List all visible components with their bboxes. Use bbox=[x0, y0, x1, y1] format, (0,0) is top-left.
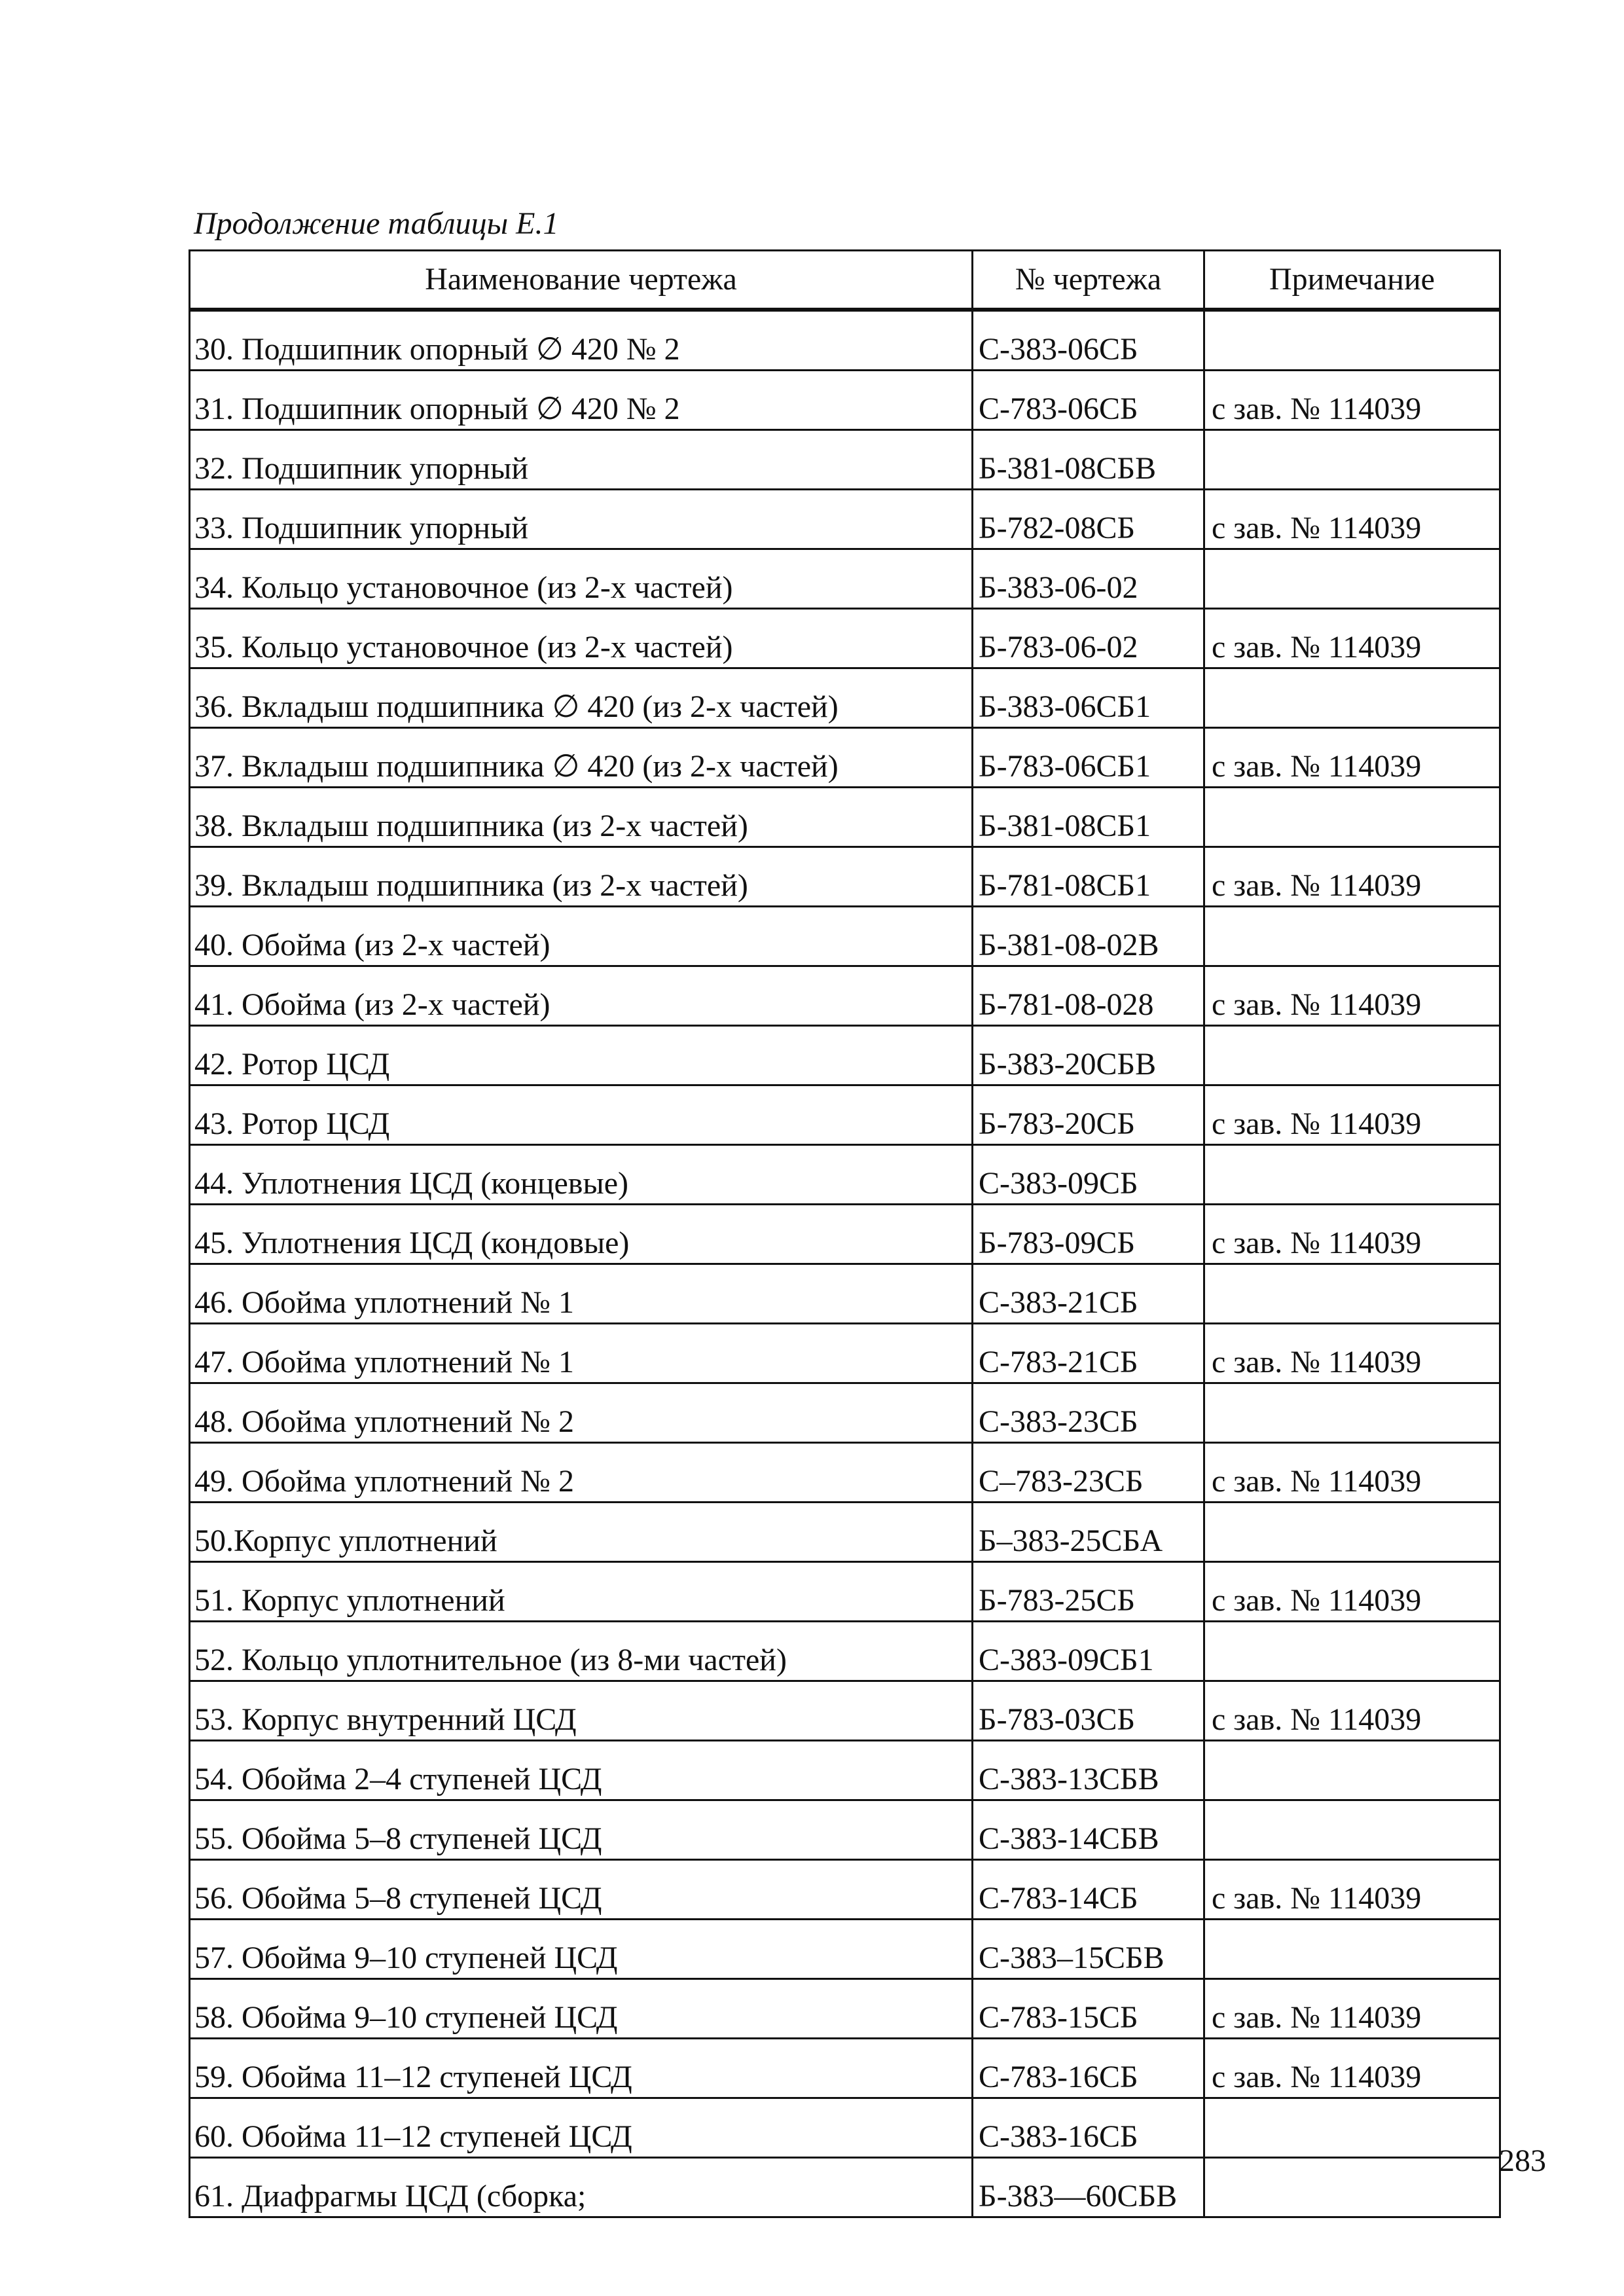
drawing-number-cell: Б-783-06СБ1 bbox=[973, 728, 1204, 788]
drawing-number-cell: С-383-09СБ bbox=[973, 1145, 1204, 1205]
drawing-name-cell: 50.Корпус уплотнений bbox=[190, 1503, 973, 1562]
note-cell bbox=[1204, 1741, 1500, 1800]
table-row bbox=[190, 371, 1500, 430]
drawing-number-cell: С–783-23СБ bbox=[973, 1443, 1204, 1503]
table-row bbox=[190, 1920, 1500, 1979]
drawing-number-cell: С-383-09СБ1 bbox=[973, 1622, 1204, 1681]
drawing-name-cell: 51. Корпус уплотнений bbox=[190, 1562, 973, 1622]
note-cell bbox=[1204, 430, 1500, 490]
drawing-number-cell: С-383-21СБ bbox=[973, 1264, 1204, 1324]
note-cell: с зав. № 114039 bbox=[1204, 966, 1500, 1026]
table-row bbox=[190, 966, 1500, 1026]
table-row bbox=[190, 1860, 1500, 1920]
drawing-name-cell: 46. Обойма уплотнений № 1 bbox=[190, 1264, 973, 1324]
drawing-name-cell: 37. Вкладыш подшипника ∅ 420 (из 2-х частей) bbox=[190, 728, 973, 788]
note-cell bbox=[1204, 788, 1500, 847]
table-row bbox=[190, 847, 1500, 907]
table-row bbox=[190, 668, 1500, 728]
drawing-name-cell: 49. Обойма уплотнений № 2 bbox=[190, 1443, 973, 1503]
drawing-name-cell: 44. Уплотнения ЦСД (концевые) bbox=[190, 1145, 973, 1205]
drawing-number-cell: Б-783-03СБ bbox=[973, 1681, 1204, 1741]
drawing-name-cell: 38. Вкладыш подшипника (из 2-х частей) bbox=[190, 788, 973, 847]
drawing-name-cell: 35. Кольцо установочное (из 2-х частей) bbox=[190, 609, 973, 668]
drawing-name-cell: 34. Кольцо установочное (из 2-х частей) bbox=[190, 549, 973, 609]
header-row bbox=[190, 251, 1500, 310]
drawing-name-cell: 39. Вкладыш подшипника (из 2-х частей) bbox=[190, 847, 973, 907]
drawing-name-cell: 42. Ротор ЦСД bbox=[190, 1026, 973, 1085]
note-cell: с зав. № 114039 bbox=[1204, 1085, 1500, 1145]
drawing-number-cell: Б-782-08СБ bbox=[973, 490, 1204, 549]
table-row bbox=[190, 2098, 1500, 2158]
drawing-number-cell: С-383-14СБВ bbox=[973, 1800, 1204, 1860]
note-cell: с зав. № 114039 bbox=[1204, 1979, 1500, 2039]
note-cell: с зав. № 114039 bbox=[1204, 2039, 1500, 2098]
note-cell bbox=[1204, 1800, 1500, 1860]
note-cell bbox=[1204, 1503, 1500, 1562]
table-row bbox=[190, 1264, 1500, 1324]
header-drawing-number: № чертежа bbox=[973, 251, 1204, 310]
note-cell bbox=[1204, 310, 1500, 371]
table-row bbox=[190, 788, 1500, 847]
drawing-number-cell: С-383-16СБ bbox=[973, 2098, 1204, 2158]
note-cell: с зав. № 114039 bbox=[1204, 1443, 1500, 1503]
drawing-number-cell: Б-783-25СБ bbox=[973, 1562, 1204, 1622]
drawing-number-cell: С-783-14СБ bbox=[973, 1860, 1204, 1920]
note-cell: с зав. № 114039 bbox=[1204, 1860, 1500, 1920]
note-cell bbox=[1204, 1622, 1500, 1681]
table-row bbox=[190, 490, 1500, 549]
table-row bbox=[190, 1383, 1500, 1443]
note-cell: с зав. № 114039 bbox=[1204, 1562, 1500, 1622]
note-cell bbox=[1204, 549, 1500, 609]
drawing-number-cell: С-783-16СБ bbox=[973, 2039, 1204, 2098]
drawing-name-cell: 48. Обойма уплотнений № 2 bbox=[190, 1383, 973, 1443]
note-cell bbox=[1204, 1383, 1500, 1443]
drawing-name-cell: 58. Обойма 9–10 ступеней ЦСД bbox=[190, 1979, 973, 2039]
drawing-number-cell: Б-783-09СБ bbox=[973, 1205, 1204, 1264]
drawing-number-cell: С-783-21СБ bbox=[973, 1324, 1204, 1383]
table-row bbox=[190, 1562, 1500, 1622]
drawing-number-cell: Б-383-06-02 bbox=[973, 549, 1204, 609]
drawing-name-cell: 41. Обойма (из 2-х частей) bbox=[190, 966, 973, 1026]
drawing-number-cell: Б-381-08СБВ bbox=[973, 430, 1204, 490]
note-cell: с зав. № 114039 bbox=[1204, 1205, 1500, 1264]
note-cell bbox=[1204, 907, 1500, 966]
drawing-number-cell: Б-383-20СБВ bbox=[973, 1026, 1204, 1085]
drawing-name-cell: 56. Обойма 5–8 ступеней ЦСД bbox=[190, 1860, 973, 1920]
table-row bbox=[190, 1741, 1500, 1800]
drawing-name-cell: 53. Корпус внутренний ЦСД bbox=[190, 1681, 973, 1741]
note-cell: с зав. № 114039 bbox=[1204, 847, 1500, 907]
drawing-number-cell: Б-383—60СБВ bbox=[973, 2158, 1204, 2217]
drawing-number-cell: Б-781-08СБ1 bbox=[973, 847, 1204, 907]
drawing-number-cell: С-783-06СБ bbox=[973, 371, 1204, 430]
table-row bbox=[190, 1443, 1500, 1503]
note-cell: с зав. № 114039 bbox=[1204, 371, 1500, 430]
table-row bbox=[190, 310, 1500, 371]
drawing-name-cell: 52. Кольцо уплотнительное (из 8-ми частей) bbox=[190, 1622, 973, 1681]
table-row bbox=[190, 1622, 1500, 1681]
note-cell bbox=[1204, 2158, 1500, 2217]
drawing-number-cell: Б-783-20СБ bbox=[973, 1085, 1204, 1145]
note-cell: с зав. № 114039 bbox=[1204, 1681, 1500, 1741]
table-row bbox=[190, 1085, 1500, 1145]
drawing-number-cell: Б-381-08-02В bbox=[973, 907, 1204, 966]
note-cell bbox=[1204, 1920, 1500, 1979]
drawing-name-cell: 57. Обойма 9–10 ступеней ЦСД bbox=[190, 1920, 973, 1979]
drawing-name-cell: 33. Подшипник упорный bbox=[190, 490, 973, 549]
drawing-number-cell: Б-381-08СБ1 bbox=[973, 788, 1204, 847]
table-caption: Продолжение таблицы Е.1 bbox=[194, 206, 559, 241]
note-cell: с зав. № 114039 bbox=[1204, 490, 1500, 549]
table-row bbox=[190, 1503, 1500, 1562]
drawing-name-cell: 31. Подшипник опорный ∅ 420 № 2 bbox=[190, 371, 973, 430]
drawing-number-cell: С-383-13СБВ bbox=[973, 1741, 1204, 1800]
table-row bbox=[190, 728, 1500, 788]
drawing-number-cell: С-383–15СБВ bbox=[973, 1920, 1204, 1979]
table-row bbox=[190, 2039, 1500, 2098]
drawing-number-cell: С-783-15СБ bbox=[973, 1979, 1204, 2039]
drawing-number-cell: С-383-06СБ bbox=[973, 310, 1204, 371]
page-number: 283 bbox=[1499, 2143, 1546, 2178]
table-row bbox=[190, 1026, 1500, 1085]
drawing-name-cell: 59. Обойма 11–12 ступеней ЦСД bbox=[190, 2039, 973, 2098]
drawing-name-cell: 43. Ротор ЦСД bbox=[190, 1085, 973, 1145]
table-row bbox=[190, 549, 1500, 609]
drawing-number-cell: Б-783-06-02 bbox=[973, 609, 1204, 668]
header-note: Примечание bbox=[1204, 251, 1500, 310]
drawing-name-cell: 45. Уплотнения ЦСД (кондовые) bbox=[190, 1205, 973, 1264]
header-drawing-name: Наименование чертежа bbox=[190, 251, 973, 310]
table-header bbox=[190, 251, 1500, 310]
drawing-name-cell: 36. Вкладыш подшипника ∅ 420 (из 2-х частей) bbox=[190, 668, 973, 728]
drawing-name-cell: 40. Обойма (из 2-х частей) bbox=[190, 907, 973, 966]
note-cell: с зав. № 114039 bbox=[1204, 1324, 1500, 1383]
drawing-name-cell: 47. Обойма уплотнений № 1 bbox=[190, 1324, 973, 1383]
drawing-name-cell: 61. Диафрагмы ЦСД (сборка; bbox=[190, 2158, 973, 2217]
table-row bbox=[190, 430, 1500, 490]
table-row bbox=[190, 1205, 1500, 1264]
drawing-name-cell: 32. Подшипник упорный bbox=[190, 430, 973, 490]
note-cell: с зав. № 114039 bbox=[1204, 728, 1500, 788]
table-row bbox=[190, 1324, 1500, 1383]
table-row bbox=[190, 1145, 1500, 1205]
table-body bbox=[190, 310, 1500, 2217]
note-cell bbox=[1204, 1026, 1500, 1085]
table-row bbox=[190, 1979, 1500, 2039]
note-cell bbox=[1204, 668, 1500, 728]
table-row bbox=[190, 2158, 1500, 2217]
drawing-number-cell: Б-383-06СБ1 bbox=[973, 668, 1204, 728]
drawing-name-cell: 60. Обойма 11–12 ступеней ЦСД bbox=[190, 2098, 973, 2158]
drawing-number-cell: С-383-23СБ bbox=[973, 1383, 1204, 1443]
drawing-number-cell: Б-781-08-028 bbox=[973, 966, 1204, 1026]
note-cell: с зав. № 114039 bbox=[1204, 609, 1500, 668]
drawing-number-cell: Б–383-25СБА bbox=[973, 1503, 1204, 1562]
table-row bbox=[190, 907, 1500, 966]
drawing-name-cell: 30. Подшипник опорный ∅ 420 № 2 bbox=[190, 310, 973, 371]
drawings-table bbox=[189, 249, 1501, 2218]
drawing-name-cell: 54. Обойма 2–4 ступеней ЦСД bbox=[190, 1741, 973, 1800]
note-cell bbox=[1204, 1145, 1500, 1205]
drawing-name-cell: 55. Обойма 5–8 ступеней ЦСД bbox=[190, 1800, 973, 1860]
note-cell bbox=[1204, 1264, 1500, 1324]
table-row bbox=[190, 609, 1500, 668]
table-row bbox=[190, 1681, 1500, 1741]
note-cell bbox=[1204, 2098, 1500, 2158]
table-row bbox=[190, 1800, 1500, 1860]
